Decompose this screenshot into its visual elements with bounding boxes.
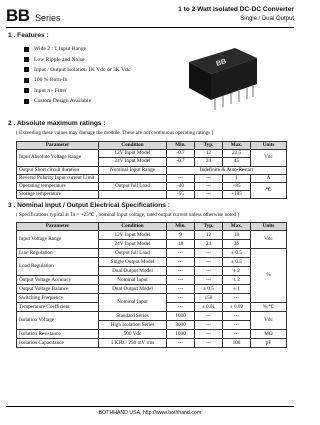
col-header: Units (251, 223, 287, 231)
cell: Isolation Voltage (17, 312, 99, 330)
cell: Vdc (251, 231, 287, 249)
cell: High Isolation Series (99, 321, 167, 330)
cell: 9 (167, 231, 195, 240)
cell: % (251, 249, 287, 303)
table-row (17, 312, 287, 321)
list-item (24, 54, 164, 64)
cell: Storage temperature (17, 191, 99, 199)
features-list (24, 44, 164, 106)
table-row (17, 182, 287, 190)
table-row (17, 258, 287, 267)
series-label: Series (35, 13, 61, 23)
cell: 12 (195, 231, 223, 240)
cell: --- (195, 276, 223, 285)
list-item (24, 75, 164, 85)
cell: Temperature Coefficient (17, 303, 99, 312)
cell: Input Absolute Voltage Range (17, 150, 99, 166)
bullet-icon (24, 99, 29, 104)
cell: --- (223, 321, 251, 330)
cell: ± 2 (223, 267, 251, 276)
table-row (17, 339, 287, 348)
cell: --- (167, 174, 195, 182)
cell: 36 (223, 240, 251, 249)
features-heading: 1 . Features : (8, 32, 49, 39)
cell: 1 (223, 174, 251, 182)
col-header: Min. (167, 142, 195, 150)
cell: 18 (167, 240, 195, 249)
cell: --- (195, 312, 223, 321)
cell: MΩ (251, 330, 287, 339)
product-logo: BB (215, 58, 228, 68)
cell: 24 (195, 158, 223, 166)
cell: Input Voltage Range (17, 231, 99, 249)
abs-max-table (16, 141, 287, 199)
cell: Output full Load (99, 249, 167, 258)
cell: ± 0.5 (195, 285, 223, 294)
product-image (175, 40, 263, 112)
header-divider (6, 27, 294, 28)
col-header: Condition (99, 223, 167, 231)
col-header: Max. (223, 142, 251, 150)
cell: --- (167, 303, 195, 312)
cell: ℃ (251, 182, 287, 198)
cell: %/℃ (251, 303, 287, 312)
cell: 12V Input Model (99, 150, 167, 158)
col-header: Units (251, 142, 287, 150)
cell: pF (251, 339, 287, 348)
bullet-icon (24, 88, 29, 93)
feature-text: Input / Output Isolation 1K Vdc or 3K Vdc (34, 66, 131, 73)
cell: 12 (195, 150, 223, 158)
table-row (17, 191, 287, 199)
cell: --- (195, 321, 223, 330)
table-row (17, 285, 287, 294)
cell: ± 0.02 (223, 303, 251, 312)
cell: Reverse Polarity Input current Limit (17, 174, 99, 182)
cell: --- (167, 249, 195, 258)
cell: Isolation Capacitance (17, 339, 99, 348)
cell: ± 0.5 (223, 258, 251, 267)
feature-text: Low Ripple and Noise (34, 56, 85, 63)
cell: 100 (223, 339, 251, 348)
cell: --- (195, 191, 223, 199)
brand-name: BB (6, 6, 30, 25)
cell: Load Regulation (17, 258, 99, 276)
cell: A (251, 174, 287, 182)
spec-heading: 3 . Nominal Input / Output Electrical Specifications : (8, 202, 170, 209)
table-row (17, 174, 287, 182)
cell: ± 1 (223, 285, 251, 294)
col-header: Parameter (17, 223, 99, 231)
col-header: Typ. (195, 223, 223, 231)
cell: Nominal Input (99, 276, 167, 285)
cell: 1000 (167, 330, 195, 339)
cell: +105 (223, 191, 251, 199)
cell: 1 KHz / 250 mV rms (99, 339, 167, 348)
table-row (17, 231, 287, 240)
cell: ± 2 (223, 276, 251, 285)
bullet-icon (24, 67, 29, 72)
bullet-icon (24, 78, 29, 83)
cell: Output Voltage Accuracy (17, 276, 99, 285)
cell: 45 (223, 158, 251, 166)
cell (99, 174, 167, 182)
cell: 150 (195, 294, 223, 303)
list-item (24, 86, 164, 96)
cell: +85 (223, 182, 251, 190)
cell: 500 Vdc (99, 330, 167, 339)
col-header: Min. (167, 223, 195, 231)
cell: --- (195, 249, 223, 258)
cell: Nominal Input Range (99, 166, 167, 174)
table-row (17, 330, 287, 339)
series-logo (6, 6, 61, 26)
col-header: Condition (99, 142, 167, 150)
cell: Output full Load (99, 182, 167, 190)
spec-table (16, 222, 287, 348)
cell: Vdc (251, 150, 287, 166)
cell: --- (195, 330, 223, 339)
cell: Single Output Model (99, 258, 167, 267)
cell: 24V Input Model (99, 240, 167, 249)
cell: 24V Input Model (99, 158, 167, 166)
cell: 18 (223, 231, 251, 240)
cell: Output Short circuit duration (17, 166, 99, 174)
cell: 1000 (167, 312, 195, 321)
table-row (17, 276, 287, 285)
list-item (24, 44, 164, 54)
cell: 22.5 (223, 150, 251, 158)
cell: --- (167, 285, 195, 294)
cell: Nominal Input (99, 294, 167, 312)
feature-text: Input π - Filter (34, 87, 67, 94)
bullet-icon (24, 57, 29, 62)
cell: 24 (195, 240, 223, 249)
page-title: 1 to 2 Watt Isolated DC-DC Converter (178, 6, 294, 13)
cell: ± 0.5 (223, 249, 251, 258)
bullet-icon (24, 47, 29, 52)
feature-text: Wide 2 : 1 Input Range (34, 46, 87, 53)
spec-note: ( Specifications typical at Ta = +25℃ , nominal input voltage, rated output current unless otherwise noted ) (16, 212, 240, 218)
cell: Vdc (251, 312, 287, 330)
cell: --- (223, 312, 251, 321)
cell: --- (195, 182, 223, 190)
cell: Standard Series (99, 312, 167, 321)
feature-text: 100 % Burn-In (34, 77, 68, 84)
cell: Output Voltage Balance (17, 285, 99, 294)
col-header: Max. (223, 223, 251, 231)
cell: --- (167, 339, 195, 348)
cell: Line Regulation (17, 249, 99, 258)
cell: --- (195, 267, 223, 276)
cell: Switching Frequency (17, 294, 99, 303)
cell: ± 0.01 (195, 303, 223, 312)
list-item (24, 65, 164, 75)
cell: -0.7 (167, 158, 195, 166)
cell: --- (195, 258, 223, 267)
cell: --- (167, 258, 195, 267)
cell: --- (223, 330, 251, 339)
footer: BOTHHAND USA, http://www.bothhand.com (98, 410, 202, 416)
cell: Operating temperature (17, 182, 99, 190)
cell: Isolation Resistance (17, 330, 99, 339)
feature-text: Custom Design Available (34, 98, 92, 105)
cell: Dual Output Model (99, 267, 167, 276)
cell (99, 191, 167, 199)
table-row (17, 294, 287, 303)
table-header-row (17, 142, 287, 150)
cell: Indefinite & Auto-Restart (167, 166, 287, 174)
cell: 3000 (167, 321, 195, 330)
cell: 12V Input Model (99, 231, 167, 240)
table-row (17, 249, 287, 258)
list-item (24, 96, 164, 106)
cell: --- (167, 267, 195, 276)
footer-divider (6, 406, 294, 407)
abs-heading: 2 . Absolute maximum ratings : (8, 120, 106, 127)
cell: --- (223, 294, 251, 303)
cell: -0.7 (167, 150, 195, 158)
page-subtitle: Single / Dual Output (240, 16, 294, 22)
table-row (17, 166, 287, 174)
cell: --- (195, 339, 223, 348)
cell: -40 (167, 182, 195, 190)
cell: --- (167, 276, 195, 285)
col-header: Parameter (17, 142, 99, 150)
col-header: Typ. (195, 142, 223, 150)
cell: --- (167, 294, 195, 303)
table-row (17, 150, 287, 158)
abs-note: ( Exceeding these values may damage the module. These are not continuous operating ratings ) (16, 130, 214, 136)
table-header-row (17, 223, 287, 231)
cell: --- (195, 174, 223, 182)
cell: Dual Output Model (99, 285, 167, 294)
cell: -55 (167, 191, 195, 199)
